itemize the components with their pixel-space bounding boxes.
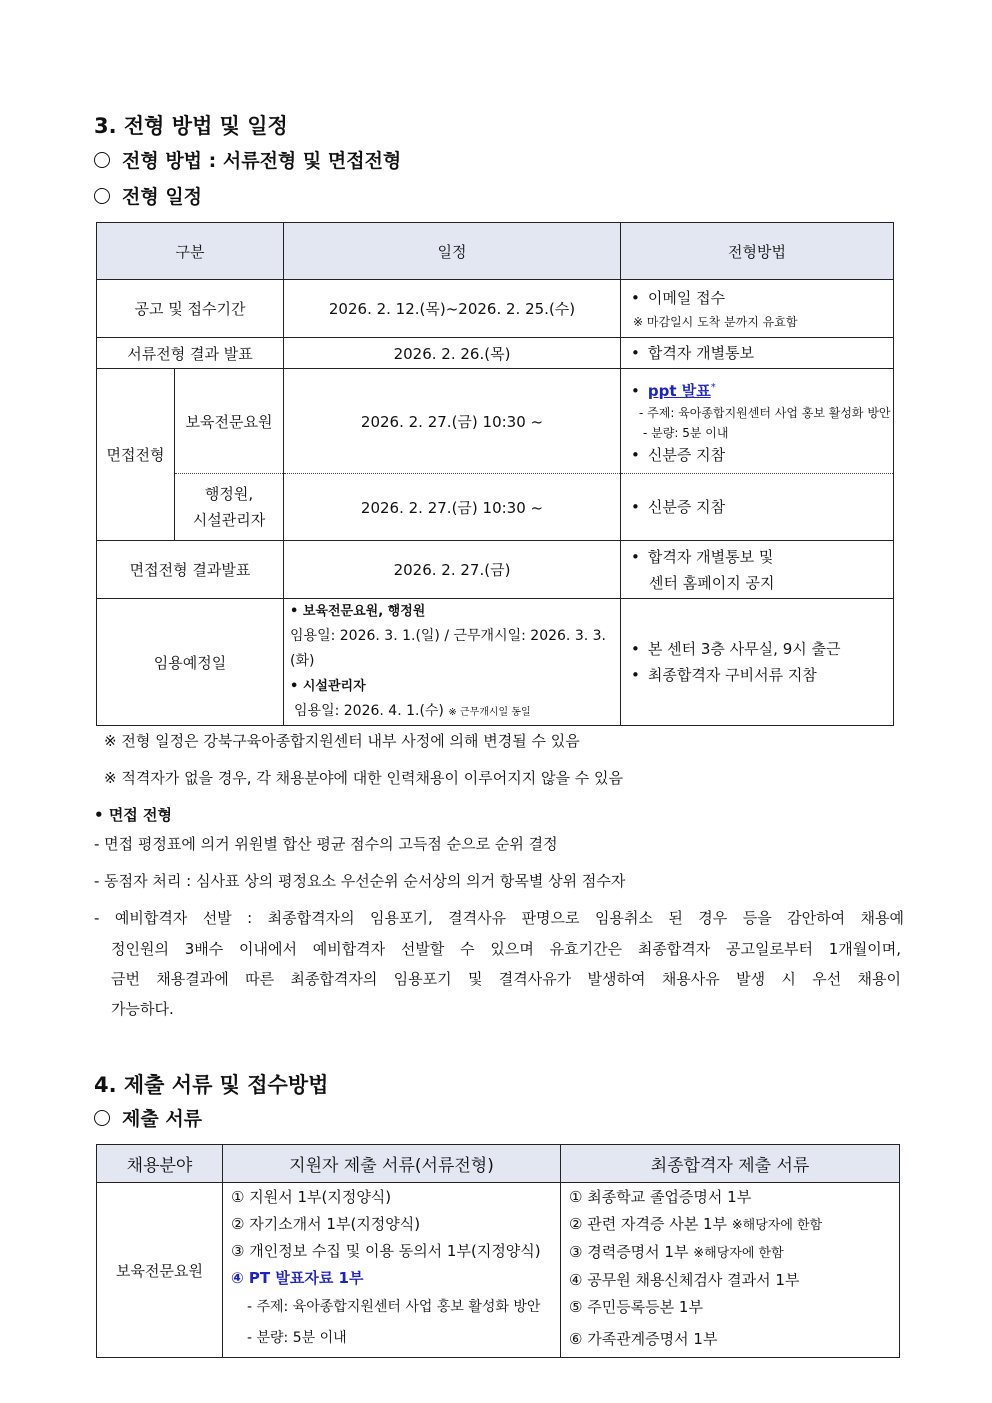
- list-item: ③ 경력증명서 1부 ※해당자에 한함: [569, 1243, 784, 1261]
- row-label: 면접전형 결과발표: [97, 541, 284, 599]
- rule-1: - 면접 평정표에 의거 위원별 합산 평균 점수의 고득점 순으로 순위 결정: [94, 835, 558, 853]
- header-apply-docs: 지원자 제출 서류(서류전형): [223, 1145, 561, 1183]
- row-method: • 본 센터 3층 사무실, 9시 출근 • 최종합격자 구비서류 지참: [621, 599, 894, 726]
- interview-rules-title: • 면접 전형: [94, 806, 172, 824]
- row-label: 임용예정일: [97, 599, 284, 726]
- circle-bullet-icon: [94, 188, 110, 204]
- note-2: ※ 적격자가 없을 경우, 각 채용분야에 대한 인력채용이 이루어지지 않을 수 있음: [104, 769, 623, 787]
- list-item: ① 최종학교 졸업증명서 1부: [569, 1188, 752, 1206]
- documents-table: [96, 1144, 900, 1358]
- schedule-heading: 전형 일정: [94, 182, 202, 209]
- apply-docs-list: [223, 1183, 561, 1358]
- row-method: • 합격자 개별통보 및 센터 홈페이지 공지: [621, 541, 894, 599]
- circle-bullet-icon: [94, 1110, 110, 1126]
- header-field: 채용분야: [97, 1145, 223, 1183]
- schedule-table: [96, 222, 894, 726]
- interview-group-a: 보육전문요원: [175, 369, 284, 474]
- ppt-link[interactable]: ppt 발표: [647, 381, 711, 400]
- circle-bullet-icon: [94, 152, 110, 168]
- list-item: ⑥ 가족관계증명서 1부: [569, 1330, 718, 1348]
- list-item: - 분량: 5분 이내: [247, 1330, 347, 1346]
- list-item: ④ 공무원 채용신체검사 결과서 1부: [569, 1271, 800, 1289]
- method-line: 전형 방법 : 서류전형 및 면접전형: [94, 146, 401, 173]
- header-final-docs: 최종합격자 제출 서류: [561, 1145, 900, 1183]
- list-item: ② 관련 자격증 사본 1부 ※해당자에 한함: [569, 1215, 823, 1233]
- interview-group-b: 행정원, 시설관리자: [175, 474, 284, 541]
- final-docs-list: [561, 1183, 900, 1358]
- row-label: 공고 및 접수기간: [97, 280, 284, 338]
- field-name: 보육전문요원: [97, 1183, 223, 1358]
- list-item: - 주제: 육아종합지원센터 사업 홍보 활성화 방안: [247, 1299, 541, 1315]
- row-method: • 이메일 접수 ※ 마감일시 도착 분까지 유효함: [621, 280, 894, 338]
- list-item: ⑤ 주민등록등본 1부: [569, 1298, 703, 1316]
- interview-method-a: • ppt 발표* - 주제: 육아종합지원센터 사업 홍보 활성화 방안 - 분량: 5분 이내 • 신분증 지참: [621, 369, 894, 474]
- row-date: 2026. 2. 12.(목)~2026. 2. 25.(수): [284, 280, 621, 338]
- list-item: ③ 개인정보 수집 및 이용 동의서 1부(지정양식): [231, 1242, 541, 1260]
- row-method: • 합격자 개별통보: [621, 338, 894, 369]
- list-item: ② 자기소개서 1부(지정양식): [231, 1215, 421, 1233]
- section3-title: 3. 전형 방법 및 일정: [94, 114, 288, 138]
- interview-method-b: • 신분증 지참: [621, 474, 894, 541]
- rule-2: - 동점자 처리 : 심사표 상의 평정요소 우선순위 순서상의 의거 항목별 상위 점수자: [94, 872, 626, 890]
- row-date: 2026. 2. 27.(금): [284, 541, 621, 599]
- interview-label: 면접전형: [97, 369, 175, 541]
- list-item: ① 지원서 1부(지정양식): [231, 1188, 392, 1206]
- appointment-dates: • 보육전문요원, 행정원 임용일: 2026. 3. 1.(일) / 근무개시일: 2026. 3. 3.(화) • 시설관리자 임용일: 2026. 4. 1.(수) ※ 근무개시일 동일: [284, 599, 621, 726]
- row-date: 2026. 2. 26.(목): [284, 338, 621, 369]
- header-category: 구분: [97, 223, 284, 280]
- interview-date-a: 2026. 2. 27.(금) 10:30 ~: [284, 369, 621, 474]
- note-1: ※ 전형 일정은 강북구육아종합지원센터 내부 사정에 의해 변경될 수 있음: [104, 732, 580, 750]
- rule-3-line2: 정인원의 3배수 이내에서 예비합격자 선발할 수 있으며 유효기간은 최종합격자 공고일로부터 1개월이며,: [111, 940, 901, 958]
- interview-date-b: 2026. 2. 27.(금) 10:30 ~: [284, 474, 621, 541]
- row-label: 서류전형 결과 발표: [97, 338, 284, 369]
- header-date: 일정: [284, 223, 621, 280]
- header-method: 전형방법: [621, 223, 894, 280]
- rule-3-line3: 금번 채용결과에 따른 최종합격자의 임용포기 및 결격사유가 발생하여 채용사유 발생 시 우선 채용이: [111, 970, 901, 988]
- section4-title: 4. 제출 서류 및 접수방법: [94, 1073, 329, 1097]
- rule-3-line1: - 예비합격자 선발 : 최종합격자의 임용포기, 결격사유 판명으로 임용취소 된 경우 등을 감안하여 채용예: [94, 909, 904, 927]
- list-item: ④ PT 발표자료 1부: [231, 1269, 364, 1287]
- docs-heading: 제출 서류: [94, 1104, 202, 1131]
- rule-3-line4: 가능하다.: [111, 1000, 174, 1018]
